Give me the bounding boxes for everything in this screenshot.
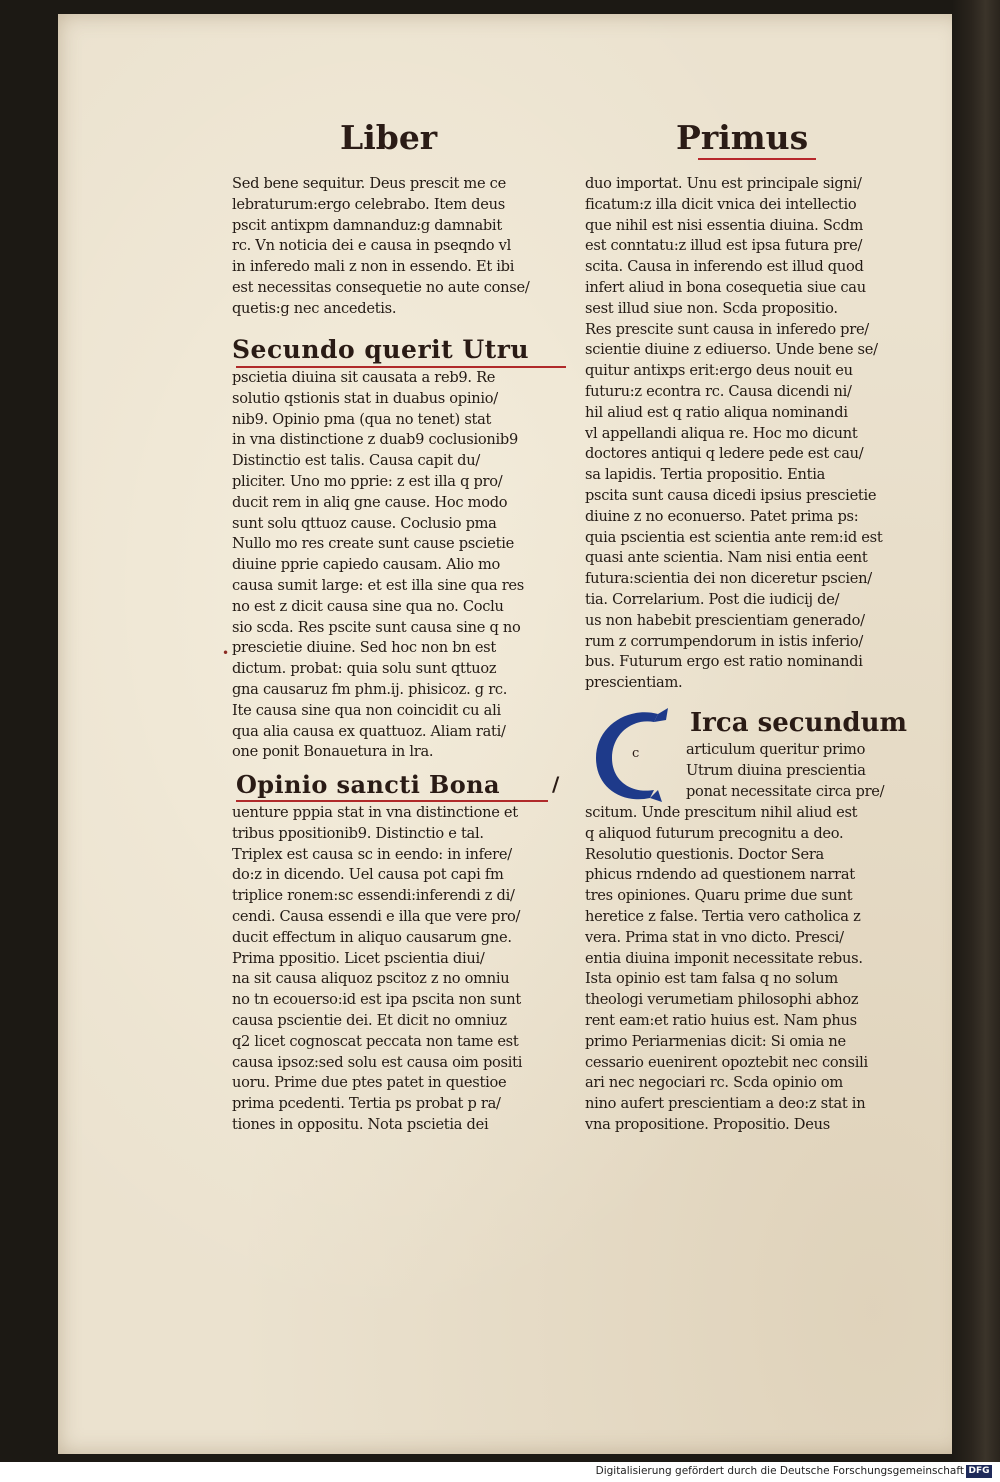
left-para-1: Sed bene sequitur. Deus prescit me ce lebraturum:ergo celebrabo. Item deus pscit antixpm damnanduz:g damnabit rc. Vn noticia dei e causa in pseqndo vl in inferedo mali z non in essendo. Et ibi est necessitas consequetie no aute conse/ quetis:g nec ancedetis. — [232, 175, 530, 317]
running-head-left: Liber — [340, 118, 438, 157]
footer-credit: Digitalisierung gefördert durch die Deutsche Forschungsgemeinschaft — [595, 1465, 964, 1477]
right-para-1: duo importat. Unu est principale signi/ ficatum:z illa dicit vnica dei intellectio que nihil est nisi essentia diuina. Scdm est conntatu:z illud est ipsa futura pre/ scita. Causa in inferendo est illud quod infert aliud in bona cosequetia siue cau sest illud siue non. Scda propositio. Res prescite sunt causa in inferedo pre/ scientie diuine z ediuerso. Unde bene se/ quitur antixps erit:ergo deus nouit eu futuru:z econtra rc. Causa dicendi ni/ hil aliud est q ratio aliqua nominandi vl appellandi aliqua re. Hoc mo dicunt doctores antiqui q ledere pede est cau/ sa lapidis. Tertia propositio. Entia pscita sunt causa dicedi ipsius prescietie diuine z no econuerso. Patet prima ps: quia pscientia est scientia ante rem:id est quasi ante scientia. Nam nisi entia eent futura:scientia dei non diceretur pscien/ tia. Correlarium. Post die iudicij de/ us non habebit prescientiam generado/ rum z corrumpendorum in istis inferio/ bus. Futurum ergo est ratio nominandi prescientiam. — [585, 175, 883, 692]
right-para-2-indented: articulum queritur primo Utrum diuina prescientia ponat necessitate circa pre/ — [686, 741, 885, 800]
margin-mark: • — [222, 646, 230, 660]
left-para-3: uenture pppia stat in vna distinctione et tribus ppositionib9. Distinctio e tal. Triplex est causa sc in eendo: in infere/ do:z in dicendo. Uel causa pot capi fm triplice ronem:sc essendi:inferendi z di/ cendi. Causa essendi e illa que vere pro/ ducit effectum in aliquo causarum gne. Prima ppositio. Licet pscientia diui/ na sit causa aliquoz pscitoz z no omniu no tn ecouerso:id est ipa pscita non sunt causa pscientie dei. Et dicit no omniuz q2 licet cognoscat peccata non tame est causa ipsoz:sed solu est causa oim positi uoru. Prime due ptes patet in questioe prima pcedenti. Tertia ps probat p ra/ tiones in oppositu. Nota pscietia dei — [232, 804, 523, 1133]
right-para-2: scitum. Unde prescitum nihil aliud est q aliquod futurum precognitu a deo. Resolutio questionis. Doctor Sera phicus rndendo ad questionem narrat tres opiniones. Quaru prime due sunt heretice z false. Tertia vero catholica z vera. Prima stat in vno dicto. Presci/ entia diuina imponit necessitate rebus. Ista opinio est tam falsa q no solum theologi verumetiam philosophi abhoz rent eam:et ratio huius est. Nam phus primo Periarmenias dicit: Si omia ne cessario euenirent opoztebit nec consili ari nec negociari rc. Scda opinio om nino aufert prescientiam a deo:z stat in vna propositione. Propositio. Deus — [585, 804, 868, 1133]
initial-guide-letter: c — [632, 746, 640, 761]
running-head-right: Primus — [676, 118, 809, 157]
dfg-logo: DFG — [966, 1465, 992, 1478]
right-heading-circa: Irca secundum — [690, 708, 908, 738]
left-para-2: pscietia diuina sit causata a reb9. Re solutio qstionis stat in duabus opinio/ nib9. Opinio pma (qua no tenet) stat in vna distinctione z duab9 coclusionib9 Distinctio est talis. Causa capit du/ pliciter. Uno mo pprie: z est illa q pro/ ducit rem in aliq gne cause. Hoc modo sunt solu qttuoz cause. Coclusio pma Nullo mo res create sunt cause pscietie diuine pprie capiedo causam. Alio mo causa sumit large: et est illa sine qua res no est z dicit causa sine qua no. Coclu sio scda. Res pscite sunt causa sine q no prescietie diuine. Sed hoc non bn est dictum. probat: quia solu sunt qttuoz gna causaruz fm phm.ij. phisicoz. g rc. Ite causa sine qua non coincidit cu ali qua alia causa ex quattuoz. Aliam rati/ one ponit Bonauetura in lra. — [232, 369, 524, 761]
heading-underline — [236, 800, 548, 802]
left-heading-opinio: Opinio sancti Bona — [236, 770, 500, 799]
left-heading-secundo: Secundo querit Utru — [232, 335, 530, 364]
hyphen-mark: / — [552, 772, 560, 796]
book-gutter — [952, 0, 1000, 1462]
